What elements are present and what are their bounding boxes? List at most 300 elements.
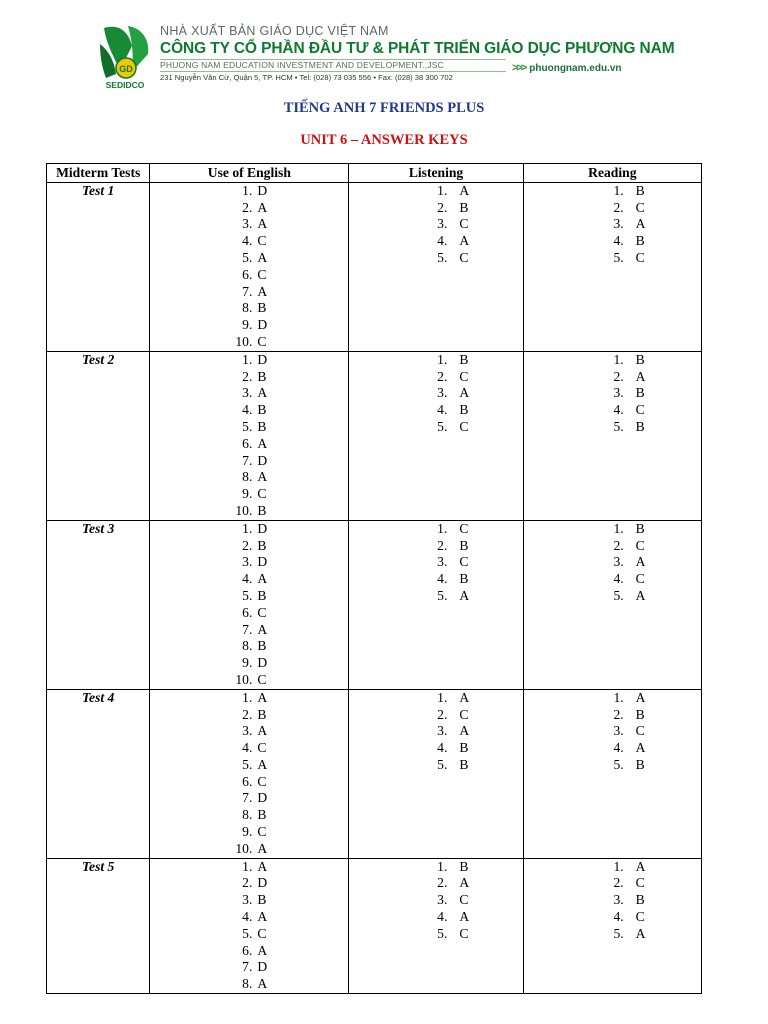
answer-item	[234, 503, 348, 520]
answer-number: 3.	[242, 892, 253, 908]
answer-number: 3.	[437, 554, 448, 570]
answer-item	[234, 317, 348, 334]
answer-letter: C	[257, 740, 267, 756]
answer-item	[234, 824, 348, 841]
answer-item	[429, 859, 522, 876]
answer-letter: D	[257, 317, 268, 333]
answer-number: 3.	[437, 385, 448, 401]
answer-item	[429, 723, 522, 740]
answer-number: 2.	[437, 537, 448, 553]
table-row	[47, 520, 702, 689]
answer-item	[429, 909, 522, 926]
answer-letter: A	[257, 283, 268, 299]
answer-number: 2.	[613, 706, 624, 722]
table-row	[47, 182, 702, 351]
test-name: Test 1	[47, 182, 150, 351]
letterhead	[98, 24, 698, 96]
answer-letter: A	[635, 740, 646, 756]
answer-number: 5.	[242, 587, 253, 603]
use-of-english-answers	[150, 858, 349, 993]
answer-item	[606, 419, 701, 436]
answer-item	[429, 216, 522, 233]
answer-letter: A	[635, 925, 646, 941]
answer-letter: A	[257, 723, 268, 739]
answer-item	[606, 554, 701, 571]
answer-letter: B	[635, 706, 645, 722]
answer-item	[429, 385, 522, 402]
test-name: Test 5	[47, 858, 150, 993]
answer-item	[606, 352, 701, 369]
answer-item	[234, 402, 348, 419]
letterhead-text	[160, 24, 720, 84]
answer-number: 10.	[235, 840, 253, 856]
answer-number: 2.	[437, 199, 448, 215]
answer-letter: C	[459, 216, 469, 232]
answer-number: 1.	[437, 182, 448, 198]
answer-letter: C	[257, 486, 267, 502]
answer-item	[429, 352, 522, 369]
answer-number: 3.	[242, 385, 253, 401]
answer-letter: A	[257, 216, 268, 232]
answer-number: 4.	[437, 233, 448, 249]
answer-number: 1.	[437, 689, 448, 705]
answer-item	[606, 538, 701, 555]
answer-item	[606, 402, 701, 419]
answer-item	[234, 538, 348, 555]
answer-letter: B	[257, 638, 267, 654]
answer-letter: B	[635, 233, 645, 249]
answer-number: 5.	[613, 587, 624, 603]
answer-number: 1.	[613, 520, 624, 536]
answer-letter: C	[257, 233, 267, 249]
answer-item	[429, 892, 522, 909]
answer-number: 1.	[242, 858, 253, 874]
answer-number: 1.	[613, 689, 624, 705]
answer-letter: C	[257, 824, 267, 840]
answer-item	[234, 690, 348, 707]
answer-letter: B	[635, 351, 645, 367]
answer-item	[606, 707, 701, 724]
answer-number: 4.	[242, 571, 253, 587]
answer-number: 2.	[613, 875, 624, 891]
header-use-of-english: Use of English	[150, 164, 349, 183]
answer-number: 4.	[437, 402, 448, 418]
answer-number: 1.	[437, 520, 448, 536]
answer-letter: B	[459, 858, 469, 874]
answer-number: 1.	[242, 351, 253, 367]
answer-letter: B	[459, 571, 469, 587]
answer-item	[234, 233, 348, 250]
logo-text: SEDIDCO	[105, 80, 145, 90]
answer-number: 4.	[437, 571, 448, 587]
reading-answers	[523, 182, 701, 351]
company-name-english: PHUONG NAM EDUCATION INVESTMENT AND DEVELOPMENT.,JSC	[160, 59, 506, 72]
answer-number: 5.	[437, 587, 448, 603]
answer-item	[234, 875, 348, 892]
listening-answers	[349, 351, 523, 520]
answer-letter: B	[459, 351, 469, 367]
answer-item	[429, 538, 522, 555]
answer-number: 1.	[613, 858, 624, 874]
answer-letter: B	[257, 807, 267, 823]
answer-number: 5.	[613, 756, 624, 772]
answer-number: 5.	[242, 418, 253, 434]
answer-letter: C	[459, 520, 469, 536]
answer-item	[429, 369, 522, 386]
answer-letter: A	[257, 858, 268, 874]
answer-letter: C	[635, 249, 645, 265]
test-name: Test 3	[47, 520, 150, 689]
answer-number: 9.	[242, 317, 253, 333]
answer-letter: D	[257, 182, 268, 198]
answer-item	[429, 402, 522, 419]
answer-letter: C	[635, 723, 645, 739]
answer-letter: C	[635, 402, 645, 418]
answer-letter: C	[257, 266, 267, 282]
answer-letter: C	[459, 418, 469, 434]
answer-letter: B	[459, 199, 469, 215]
answer-letter: A	[459, 182, 470, 198]
answer-letter: A	[257, 571, 268, 587]
answer-item	[606, 875, 701, 892]
answer-letter: C	[257, 333, 267, 349]
answer-letter: B	[257, 587, 267, 603]
answer-item	[234, 622, 348, 639]
answer-item	[234, 521, 348, 538]
answer-letter: A	[635, 554, 646, 570]
answer-number: 2.	[242, 875, 253, 891]
answer-number: 1.	[437, 858, 448, 874]
answer-letter: D	[257, 520, 268, 536]
answer-item	[606, 690, 701, 707]
answer-number: 1.	[242, 689, 253, 705]
answer-letter: D	[257, 790, 268, 806]
answer-item	[606, 521, 701, 538]
answer-item	[606, 385, 701, 402]
answer-number: 8.	[242, 300, 253, 316]
answer-number: 4.	[613, 402, 624, 418]
answer-item	[234, 385, 348, 402]
website	[512, 62, 622, 74]
answer-item	[606, 571, 701, 588]
answer-number: 2.	[242, 199, 253, 215]
answer-letter: A	[635, 689, 646, 705]
answer-number: 6.	[242, 773, 253, 789]
header-reading: Reading	[523, 164, 701, 183]
answer-item	[234, 909, 348, 926]
answer-letter: C	[459, 554, 469, 570]
chevrons-icon: >>>	[512, 62, 526, 74]
use-of-english-answers	[150, 351, 349, 520]
answer-letter: A	[257, 199, 268, 215]
answer-letter: D	[257, 452, 268, 468]
answer-letter: B	[459, 756, 469, 772]
answer-number: 2.	[613, 537, 624, 553]
answer-letter: A	[257, 249, 268, 265]
answer-number: 3.	[242, 723, 253, 739]
answer-number: 5.	[242, 925, 253, 941]
answer-item	[606, 369, 701, 386]
answer-letter: A	[459, 587, 470, 603]
answer-letter: B	[257, 368, 267, 384]
use-of-english-answers	[150, 689, 349, 858]
answer-item	[234, 284, 348, 301]
answer-letter: A	[257, 942, 268, 958]
answer-letter: A	[257, 435, 268, 451]
reading-answers	[523, 858, 701, 993]
answer-number: 7.	[242, 790, 253, 806]
answer-item	[429, 588, 522, 605]
answer-letter: A	[459, 909, 470, 925]
answer-item	[429, 183, 522, 200]
answer-letter: D	[257, 655, 268, 671]
test-name: Test 2	[47, 351, 150, 520]
answer-number: 10.	[235, 502, 253, 518]
answer-letter: B	[459, 740, 469, 756]
answer-letter: D	[257, 875, 268, 891]
answer-item	[234, 419, 348, 436]
answer-number: 2.	[613, 368, 624, 384]
answer-number: 2.	[437, 368, 448, 384]
answer-letter: B	[257, 537, 267, 553]
answer-number: 8.	[242, 976, 253, 992]
answer-item	[234, 774, 348, 791]
answer-item	[234, 655, 348, 672]
answer-item	[234, 740, 348, 757]
answer-item	[429, 875, 522, 892]
answer-item	[606, 588, 701, 605]
answer-letter: A	[459, 233, 470, 249]
answer-number: 6.	[242, 604, 253, 620]
answer-item	[234, 807, 348, 824]
answer-item	[429, 250, 522, 267]
company-address: 231 Nguyễn Văn Cừ, Quận 5, TP. HCM • Tel: (028) 73 035 556 • Fax: (028) 38 300 702	[160, 73, 453, 82]
answer-letter: A	[635, 858, 646, 874]
answer-number: 3.	[613, 554, 624, 570]
answer-number: 3.	[242, 554, 253, 570]
answer-letter: B	[635, 418, 645, 434]
answer-number: 10.	[235, 333, 253, 349]
header-tests-label: Midterm Tests	[56, 165, 141, 180]
website-url: phuongnam.edu.vn	[529, 62, 622, 74]
answer-letter: A	[257, 385, 268, 401]
answer-item	[234, 183, 348, 200]
answer-number: 4.	[613, 571, 624, 587]
answer-number: 5.	[613, 249, 624, 265]
answer-item	[234, 250, 348, 267]
answer-number: 1.	[613, 182, 624, 198]
answer-number: 3.	[437, 723, 448, 739]
answer-number: 3.	[613, 892, 624, 908]
answer-number: 9.	[242, 824, 253, 840]
answer-item	[429, 571, 522, 588]
answer-letter: D	[257, 351, 268, 367]
answer-item	[234, 216, 348, 233]
answer-letter: A	[635, 368, 646, 384]
answer-letter: A	[257, 909, 268, 925]
answer-item	[234, 790, 348, 807]
answer-letter: A	[459, 723, 470, 739]
answer-item	[429, 233, 522, 250]
answer-number: 7.	[242, 621, 253, 637]
answer-item	[606, 200, 701, 217]
answer-number: 5.	[613, 418, 624, 434]
answer-letter: A	[257, 469, 268, 485]
answer-number: 4.	[437, 909, 448, 925]
answer-item	[606, 740, 701, 757]
answer-number: 3.	[613, 216, 624, 232]
answer-number: 3.	[437, 892, 448, 908]
answer-number: 5.	[437, 249, 448, 265]
use-of-english-answers	[150, 520, 349, 689]
answer-letter: A	[459, 385, 470, 401]
answer-number: 4.	[242, 233, 253, 249]
answer-letter: A	[257, 689, 268, 705]
answer-number: 6.	[242, 266, 253, 282]
answer-item	[234, 959, 348, 976]
answer-number: 8.	[242, 807, 253, 823]
answer-item	[234, 571, 348, 588]
answer-number: 2.	[437, 875, 448, 891]
answer-letter: C	[459, 925, 469, 941]
answer-letter: B	[459, 402, 469, 418]
answer-item	[234, 926, 348, 943]
answer-number: 1.	[242, 520, 253, 536]
answer-number: 3.	[437, 216, 448, 232]
answer-number: 2.	[242, 537, 253, 553]
table-row	[47, 858, 702, 993]
answer-number: 4.	[242, 740, 253, 756]
answer-item	[606, 233, 701, 250]
answer-letter: C	[257, 604, 267, 620]
answer-item	[606, 859, 701, 876]
table-row	[47, 689, 702, 858]
logo-mark: GD	[119, 64, 133, 74]
answer-item	[606, 216, 701, 233]
table-body	[47, 182, 702, 993]
answer-letter: A	[635, 587, 646, 603]
answer-item	[606, 250, 701, 267]
test-name: Test 4	[47, 689, 150, 858]
answer-item	[234, 267, 348, 284]
answer-item	[606, 183, 701, 200]
answer-item	[234, 352, 348, 369]
answer-letter: B	[257, 502, 267, 518]
answer-number: 5.	[437, 925, 448, 941]
header-listening: Listening	[349, 164, 523, 183]
answer-item	[234, 892, 348, 909]
reading-answers	[523, 520, 701, 689]
answer-letter: B	[257, 892, 267, 908]
answer-number: 2.	[437, 706, 448, 722]
answer-letter: A	[635, 216, 646, 232]
answer-number: 2.	[242, 706, 253, 722]
answer-item	[234, 943, 348, 960]
answer-item	[234, 200, 348, 217]
answer-number: 7.	[242, 452, 253, 468]
answer-item	[234, 859, 348, 876]
answer-item	[429, 554, 522, 571]
listening-answers	[349, 858, 523, 993]
reading-answers	[523, 351, 701, 520]
answer-number: 4.	[613, 233, 624, 249]
answer-item	[234, 672, 348, 689]
answer-number: 3.	[613, 723, 624, 739]
answer-letter: C	[257, 773, 267, 789]
answer-item	[234, 469, 348, 486]
answer-number: 5.	[242, 756, 253, 772]
answer-item	[234, 486, 348, 503]
answer-letter: B	[635, 892, 645, 908]
listening-answers	[349, 182, 523, 351]
answer-item	[429, 707, 522, 724]
answer-number: 5.	[437, 756, 448, 772]
answer-item	[234, 300, 348, 317]
table-header-row	[47, 164, 702, 183]
answer-item	[234, 638, 348, 655]
publisher-name: NHÀ XUẤT BẢN GIÁO DỤC VIỆT NAM	[160, 24, 389, 38]
answer-letter: B	[257, 706, 267, 722]
answer-item	[429, 926, 522, 943]
answer-number: 2.	[613, 199, 624, 215]
answer-letter: D	[257, 554, 268, 570]
answer-item	[234, 707, 348, 724]
answer-keys-table	[46, 163, 702, 994]
answer-letter: A	[459, 689, 470, 705]
answer-number: 8.	[242, 638, 253, 654]
answer-number: 1.	[242, 182, 253, 198]
answer-letter: D	[257, 959, 268, 975]
answer-item	[606, 723, 701, 740]
answer-item	[606, 757, 701, 774]
answer-number: 5.	[613, 925, 624, 941]
listening-answers	[349, 689, 523, 858]
answer-letter: B	[257, 402, 267, 418]
answer-letter: A	[257, 621, 268, 637]
answer-item	[429, 740, 522, 757]
answer-letter: C	[257, 671, 267, 687]
answer-letter: B	[459, 537, 469, 553]
answer-item	[429, 200, 522, 217]
answer-letter: B	[257, 418, 267, 434]
answer-letter: A	[459, 875, 470, 891]
answer-letter: C	[635, 909, 645, 925]
document-subtitle: UNIT 6 – ANSWER KEYS	[300, 132, 468, 148]
answer-number: 4.	[437, 740, 448, 756]
answer-item	[234, 841, 348, 858]
company-name: CÔNG TY CỔ PHẦN ĐẦU TƯ & PHÁT TRIỂN GIÁO DỤC PHƯƠNG NAM	[160, 40, 675, 57]
answer-number: 7.	[242, 283, 253, 299]
answer-letter: C	[635, 537, 645, 553]
answer-item	[606, 892, 701, 909]
answer-number: 9.	[242, 655, 253, 671]
answer-letter: C	[635, 199, 645, 215]
answer-item	[234, 554, 348, 571]
answer-number: 4.	[242, 402, 253, 418]
answer-number: 2.	[242, 368, 253, 384]
answer-number: 4.	[613, 909, 624, 925]
answer-number: 9.	[242, 486, 253, 502]
reading-answers	[523, 689, 701, 858]
answer-number: 5.	[437, 418, 448, 434]
sedidco-logo	[98, 24, 152, 90]
answer-item	[429, 690, 522, 707]
answer-item	[234, 605, 348, 622]
answer-letter: B	[635, 520, 645, 536]
answer-letter: C	[459, 249, 469, 265]
answer-letter: A	[257, 976, 268, 992]
document-title: TIẾNG ANH 7 FRIENDS PLUS	[283, 100, 485, 116]
